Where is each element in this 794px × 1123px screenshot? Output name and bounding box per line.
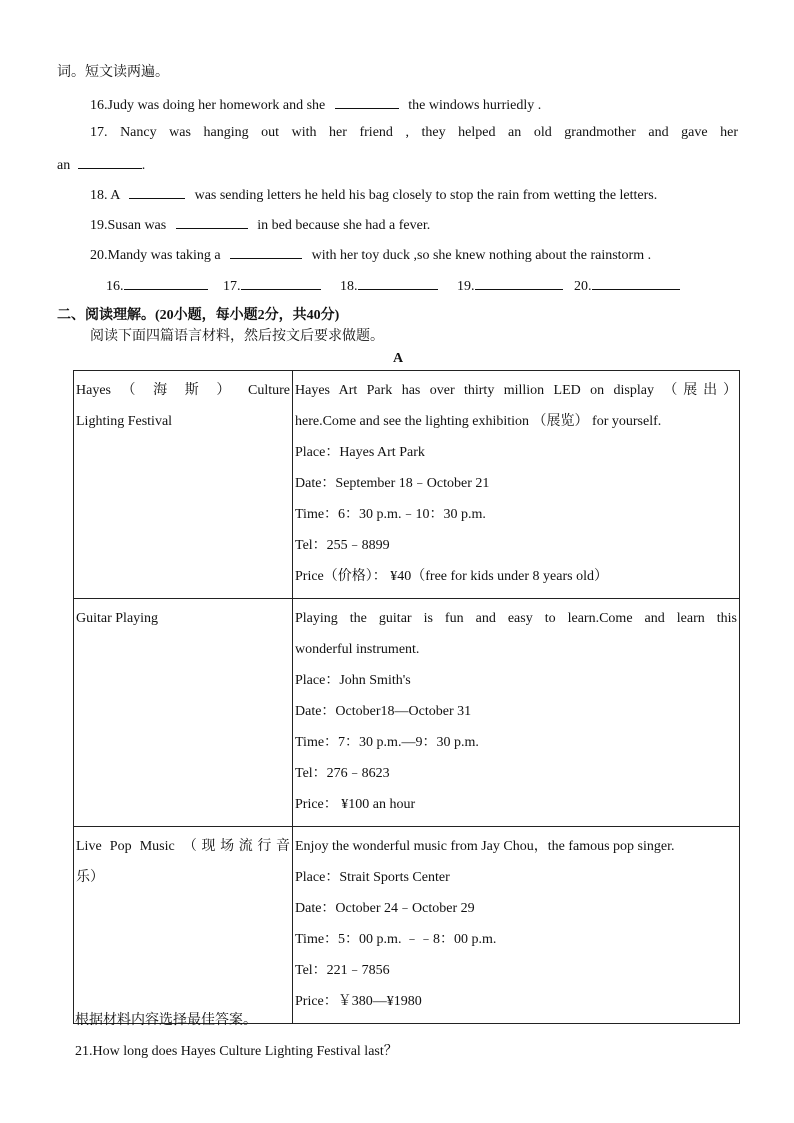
ad-name-cell bbox=[74, 599, 293, 827]
ad-description: Enjoy the wonderful music from Jay Chou，the famous pop singer. bbox=[295, 839, 675, 854]
ad-name: Hayes （ 海 斯 ） Culture bbox=[76, 383, 290, 398]
table-row bbox=[74, 599, 740, 827]
question-text: . bbox=[141, 158, 146, 173]
ad-place: Place：Hayes Art Park bbox=[295, 445, 425, 460]
answer-label: 16. bbox=[106, 279, 124, 294]
question-19 bbox=[90, 214, 430, 235]
answer-label: 19. bbox=[457, 279, 475, 294]
passage-label: A bbox=[392, 351, 404, 366]
ad-time: Time：7：30 p.m.—9：30 p.m. bbox=[295, 735, 479, 750]
question-17-continued bbox=[57, 154, 145, 175]
question-20 bbox=[90, 244, 651, 265]
ad-name: Lighting Festival bbox=[76, 414, 173, 429]
answer-blank bbox=[241, 275, 321, 290]
ad-description: Hayes Art Park has over thirty million LED on display （展出） bbox=[295, 383, 737, 398]
answer-blank bbox=[358, 275, 438, 290]
ad-date: Date：September 18﹣October 21 bbox=[295, 476, 490, 491]
ad-name: 乐） bbox=[76, 870, 104, 885]
ad-time: Time：6：30 p.m.﹣10：30 p.m. bbox=[295, 507, 486, 522]
ad-description: wonderful instrument. bbox=[295, 642, 420, 657]
question-number: 19. bbox=[90, 218, 108, 233]
question-text: Susan was bbox=[107, 218, 167, 233]
question-number: 18. bbox=[90, 188, 108, 203]
ad-description: here.Come and see the lighting exhibition （展览） for yourself. bbox=[295, 414, 662, 429]
table-row bbox=[74, 827, 740, 1024]
ad-date: Date：October 24﹣October 29 bbox=[295, 901, 475, 916]
question-text: A bbox=[110, 188, 120, 203]
question-number: 16. bbox=[90, 98, 108, 113]
ad-name: Live Pop Music （现场流行音 bbox=[76, 839, 290, 854]
answer-blank bbox=[592, 275, 680, 290]
question-number: 17. bbox=[90, 125, 108, 140]
answer-blank bbox=[129, 184, 185, 199]
question-16 bbox=[90, 94, 541, 115]
question-17 bbox=[90, 124, 738, 142]
answer-label: 18. bbox=[340, 279, 358, 294]
question-text: the windows hurriedly . bbox=[408, 98, 542, 113]
intro-text: 词。短文读两遍。 bbox=[57, 65, 169, 80]
table-row bbox=[74, 371, 740, 599]
question-text: with her toy duck ,so she knew nothing about the rainstorm . bbox=[311, 248, 652, 263]
ad-place: Place：John Smith's bbox=[295, 673, 411, 688]
ad-name-cell bbox=[74, 371, 293, 599]
ad-price: Price（价格）： ¥40（free for kids under 8 years old） bbox=[295, 569, 608, 584]
answer-blank bbox=[475, 275, 563, 290]
question-text: Judy was doing her homework and she bbox=[107, 98, 326, 113]
question-text: Mandy was taking a bbox=[107, 248, 221, 263]
ad-tel: Tel：276﹣8623 bbox=[295, 766, 390, 781]
ad-place: Place：Strait Sports Center bbox=[295, 870, 450, 885]
ad-description: Playing the guitar is fun and easy to learn.Come and learn this bbox=[295, 611, 737, 626]
answer-blank bbox=[78, 154, 142, 169]
question-text: in bed because she had a fever. bbox=[257, 218, 431, 233]
answer-blank bbox=[335, 94, 399, 109]
answer-blank bbox=[124, 275, 208, 290]
answer-label: 20. bbox=[574, 279, 592, 294]
question-text: was sending letters he held his bag closely to stop the rain from wetting the letters. bbox=[194, 188, 658, 203]
answer-label: 17. bbox=[223, 279, 241, 294]
ad-tel: Tel：255﹣8899 bbox=[295, 538, 390, 553]
ad-detail-cell bbox=[293, 599, 740, 827]
answer-line bbox=[106, 275, 680, 296]
section-heading: 二、阅读理解。(20小题，每小题2分，共40分) bbox=[57, 308, 340, 323]
ad-tel: Tel：221﹣7856 bbox=[295, 963, 390, 978]
question-text: an bbox=[57, 158, 71, 173]
ad-price: Price： ¥100 an hour bbox=[295, 797, 416, 812]
ad-date: Date：October18—October 31 bbox=[295, 704, 472, 719]
question-text: Nancy was hanging out with her friend , they helped an old grandmother and gave her bbox=[120, 125, 738, 140]
question-21: 21.How long does Hayes Culture Lighting Festival last？ bbox=[75, 1044, 398, 1059]
ad-detail-cell bbox=[293, 371, 740, 599]
question-number: 20. bbox=[90, 248, 108, 263]
ad-name-cell bbox=[74, 827, 293, 1024]
ads-table bbox=[73, 370, 740, 1024]
answer-blank bbox=[230, 244, 302, 259]
ad-detail-cell bbox=[293, 827, 740, 1024]
answer-blank bbox=[176, 214, 248, 229]
section-instruction: 阅读下面四篇语言材料，然后按文后要求做题。 bbox=[90, 329, 384, 344]
question-18 bbox=[90, 184, 657, 205]
ad-time: Time：5：00 p.m. ﹣﹣8：00 p.m. bbox=[295, 932, 497, 947]
instruction-choose: 根据材料内容选择最佳答案。 bbox=[75, 1013, 257, 1028]
ad-price: Price：￥380—¥1980 bbox=[295, 994, 422, 1009]
ad-name: Guitar Playing bbox=[76, 611, 159, 626]
